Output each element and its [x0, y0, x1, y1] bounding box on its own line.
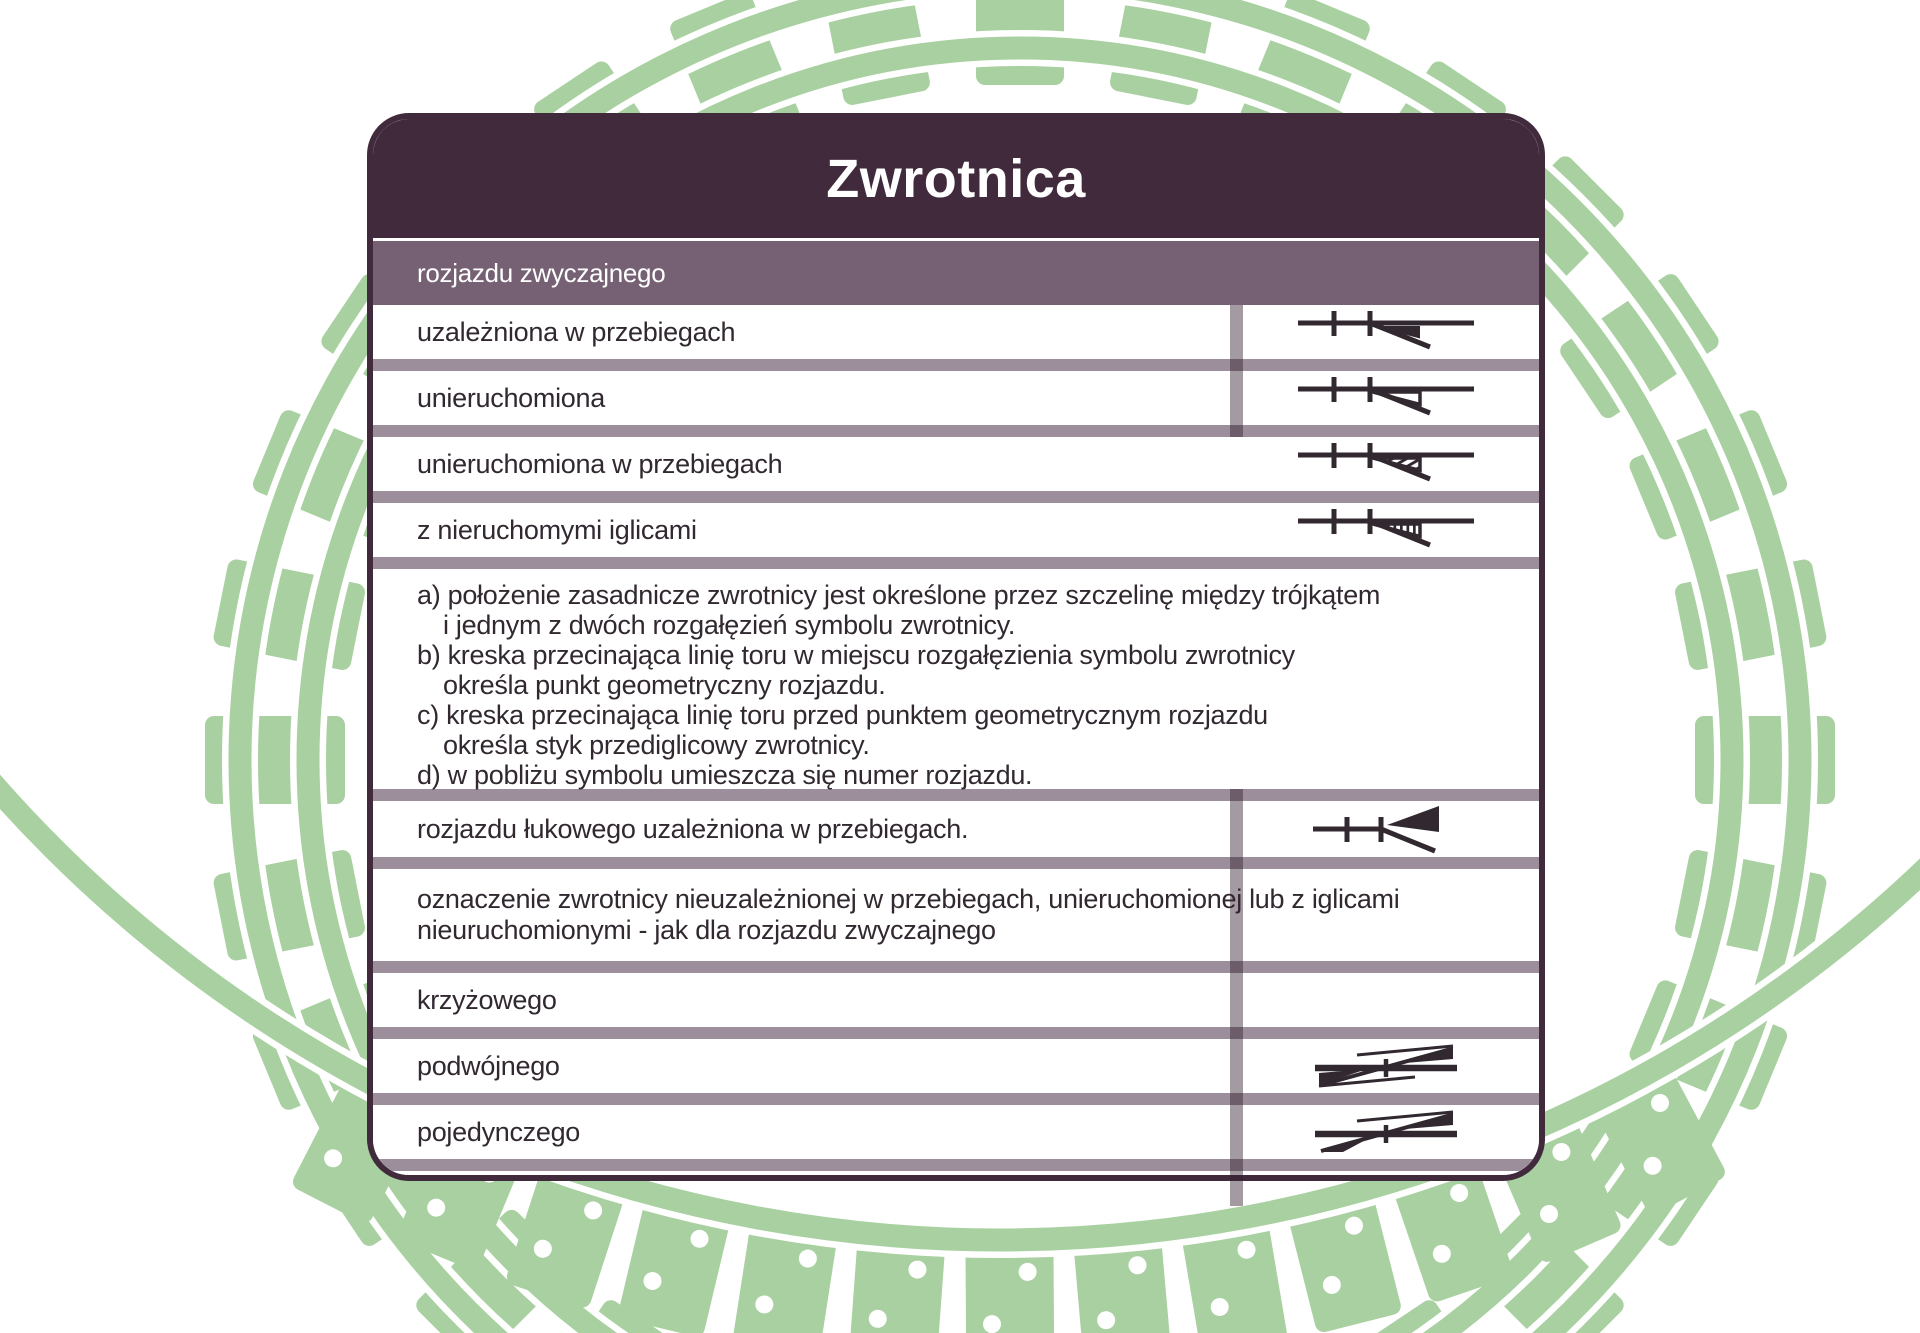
row-label: pojedynczego — [417, 1116, 581, 1147]
switch-vertical-hatched-triangle-icon — [1233, 506, 1539, 554]
double-slip-switch-icon — [1233, 1041, 1539, 1091]
table-row — [373, 305, 1539, 359]
note-line: a) położenie zasadnicze zwrotnicy jest określone przez szczelinę między trójkątem — [417, 580, 1381, 610]
zwrotnica-card — [367, 113, 1545, 1181]
note-line: i jednym z dwóch rozgałęzień symbolu zwrotnicy. — [443, 610, 1016, 640]
curved-switch-filled-triangle-icon — [1233, 801, 1539, 857]
table-row — [373, 973, 1539, 1027]
row-label: z nieruchomymi iglicami — [417, 514, 697, 545]
section-header — [373, 241, 1539, 305]
note-line: określa punkt geometryczny rozjazdu. — [443, 670, 886, 700]
switch-filled-triangle-icon — [1233, 308, 1539, 356]
note-line: c) kreska przecinająca linię toru przed punktem geometrycznym rozjazdu — [417, 700, 1268, 730]
table-row — [373, 801, 1539, 857]
row-label: podwójnego — [417, 1050, 560, 1081]
row-label: uzależniona w przebiegach — [417, 316, 736, 347]
note-line: b) kreska przecinająca linię toru w miejscu rozgałęzienia symbolu zwrotnicy — [417, 640, 1295, 670]
card-bottom-filler — [373, 1171, 1539, 1175]
legend-table — [373, 305, 1539, 1175]
row-label: krzyżowego — [417, 984, 557, 1015]
table-row — [373, 371, 1539, 425]
row-label — [373, 884, 1539, 946]
row-label: unieruchomiona w przebiegach — [417, 448, 783, 479]
row-label: unieruchomiona — [417, 382, 605, 413]
card-header — [373, 119, 1539, 238]
note-line: d) w pobliżu symbolu umieszcza się numer rozjazdu. — [417, 760, 1033, 790]
table-row — [373, 1105, 1539, 1159]
single-slip-switch-icon — [1233, 1107, 1539, 1157]
switch-diagonal-hatched-triangle-icon — [1233, 440, 1539, 488]
table-row — [373, 437, 1539, 491]
table-row — [373, 503, 1539, 557]
row-label-line2: nieuruchomionymi - jak dla rozjazdu zwyczajnego — [417, 915, 996, 945]
notes-block — [373, 569, 1539, 789]
column-divider-top — [1230, 305, 1243, 437]
column-divider-bottom — [1230, 789, 1243, 1206]
note-line: określa styk przediglicowy zwrotnicy. — [443, 730, 870, 760]
section-header-label: rozjazdu zwyczajnego — [417, 257, 666, 288]
table-row — [373, 869, 1539, 961]
table-row — [373, 1039, 1539, 1093]
switch-outline-triangle-icon — [1233, 374, 1539, 422]
row-label: rozjazdu łukowego uzależniona w przebiegach. — [417, 813, 969, 844]
page-title: Zwrotnica — [826, 148, 1086, 209]
row-label-line1: oznaczenie zwrotnicy nieuzależnionej w przebiegach, unieruchomionej lub z iglicami — [417, 884, 1400, 914]
